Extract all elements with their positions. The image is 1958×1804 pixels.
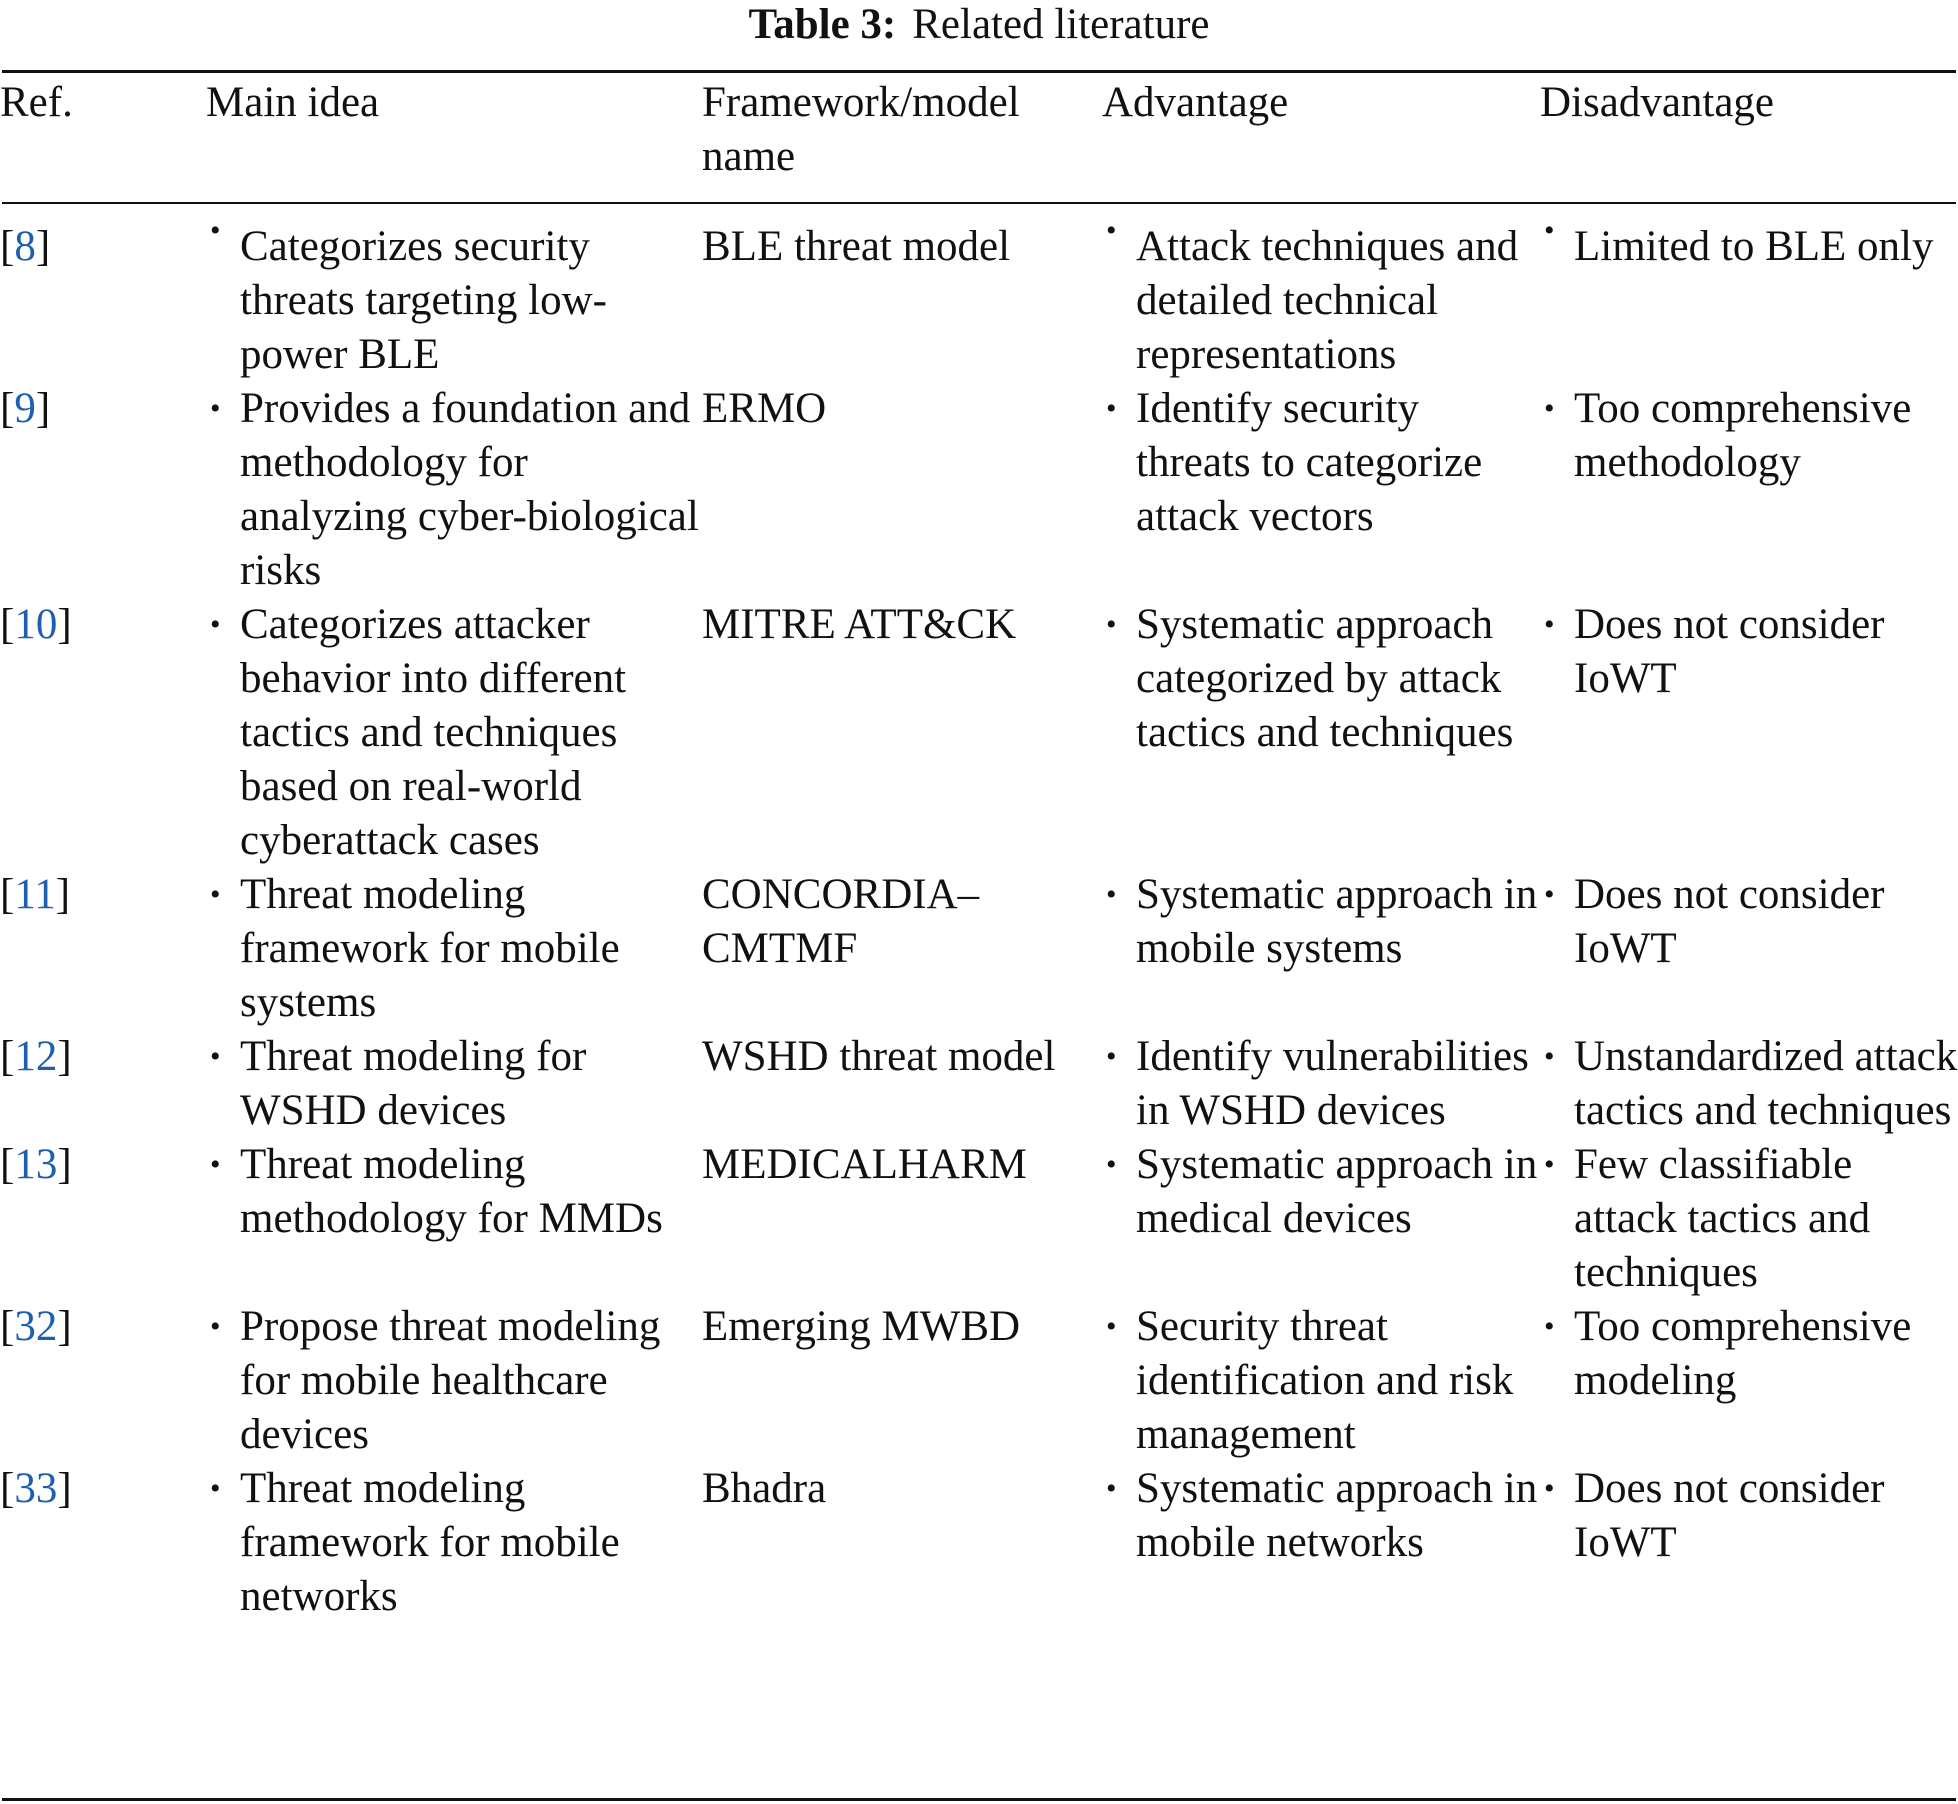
framework-text: BLE threat model: [702, 223, 1011, 270]
reference-link[interactable]: 32: [14, 1303, 58, 1350]
main-idea-text: Threat modeling framework for mobile networks: [240, 1465, 620, 1620]
bullet-icon: •: [210, 1040, 221, 1073]
main-idea-text: Provides a foundation and methodology for analyzing cyber-biological risks: [240, 385, 699, 594]
framework-text: CONCORDIA–CMTMF: [702, 871, 980, 972]
advantage-cell: [1102, 1138, 1540, 1300]
related-literature-table: [0, 76, 1958, 1624]
table-row: [0, 204, 1958, 382]
table-row: [0, 868, 1958, 1030]
disadvantage-text: Too comprehensive modeling: [1574, 1303, 1912, 1404]
framework-cell: [702, 382, 1102, 598]
advantage-cell: [1102, 204, 1540, 382]
reference-link[interactable]: 9: [14, 385, 36, 432]
reference-link[interactable]: 8: [14, 223, 36, 270]
main-idea-cell: [206, 1138, 702, 1300]
framework-cell: [702, 598, 1102, 868]
advantage-text: Systematic approach in medical devices: [1136, 1141, 1538, 1242]
ref-cell: [8]: [0, 223, 51, 270]
disadvantage-cell: [1540, 1138, 1958, 1300]
reference-link[interactable]: 33: [14, 1465, 58, 1512]
main-idea-cell: [206, 868, 702, 1030]
main-idea-cell: [206, 1462, 702, 1624]
framework-text: WSHD threat model: [702, 1033, 1056, 1080]
bullet-icon: •: [210, 608, 221, 641]
framework-text: MITRE ATT&CK: [702, 601, 1017, 648]
main-idea-text: Propose threat modeling for mobile healthcare devices: [240, 1303, 661, 1458]
table-row: [0, 1300, 1958, 1462]
bullet-icon: •: [210, 392, 221, 425]
main-idea-cell: [206, 382, 702, 598]
bullet-icon: •: [210, 1310, 221, 1343]
disadvantage-text: Does not consider IoWT: [1574, 871, 1885, 972]
disadvantage-text: Few classifiable attack tactics and techniques: [1574, 1141, 1871, 1296]
disadvantage-cell: [1540, 1462, 1958, 1624]
framework-cell: [702, 868, 1102, 1030]
advantage-text: Security threat identification and risk management: [1136, 1303, 1514, 1458]
ref-cell: [12]: [0, 1033, 72, 1080]
reference-link[interactable]: 10: [14, 601, 58, 648]
table-caption: [0, 2, 1958, 48]
bullet-icon: •: [1106, 878, 1117, 911]
disadvantage-text: Unstandardized attack tactics and techniques: [1574, 1033, 1958, 1134]
reference-link[interactable]: 11: [14, 871, 56, 918]
disadvantage-cell: [1540, 382, 1958, 598]
disadvantage-cell: [1540, 598, 1958, 868]
table-header: [0, 76, 1958, 204]
main-idea-text: Threat modeling framework for mobile systems: [240, 871, 620, 1026]
ref-cell: [32]: [0, 1303, 72, 1350]
ref-cell: [33]: [0, 1465, 72, 1512]
header-ref: Ref.: [0, 79, 73, 126]
advantage-cell: [1102, 382, 1540, 598]
header-main-idea: Main idea: [206, 79, 380, 126]
table-row: [0, 1462, 1958, 1624]
framework-text: Emerging MWBD: [702, 1303, 1021, 1350]
advantage-cell: [1102, 598, 1540, 868]
reference-link[interactable]: 12: [14, 1033, 58, 1080]
advantage-text: Systematic approach in mobile networks: [1136, 1465, 1538, 1566]
advantage-cell: [1102, 1462, 1540, 1624]
ref-cell: [9]: [0, 385, 51, 432]
header-advantage: Advantage: [1102, 79, 1289, 126]
bullet-icon: •: [1544, 1040, 1555, 1073]
framework-cell: [702, 1030, 1102, 1138]
bullet-icon: •: [1544, 1472, 1555, 1505]
bottom-rule: [2, 1798, 1956, 1801]
main-idea-text: Threat modeling methodology for MMDs: [240, 1141, 663, 1242]
ref-cell: [11]: [0, 871, 71, 918]
framework-cell: [702, 1300, 1102, 1462]
main-idea-cell: [206, 204, 702, 382]
disadvantage-cell: [1540, 204, 1958, 382]
bullet-icon: •: [1106, 1148, 1117, 1181]
bullet-icon: •: [210, 1148, 221, 1181]
framework-cell: [702, 1138, 1102, 1300]
bullet-icon: •: [210, 214, 221, 247]
bullet-icon: •: [1544, 608, 1555, 641]
advantage-text: Identify vulnerabilities in WSHD devices: [1136, 1033, 1529, 1134]
advantage-text: Identify security threats to categorize attack vectors: [1136, 385, 1483, 540]
disadvantage-cell: [1540, 1030, 1958, 1138]
advantage-text: Systematic approach categorized by attack tactics and techniques: [1136, 601, 1514, 756]
disadvantage-text: Does not consider IoWT: [1574, 1465, 1885, 1566]
bullet-icon: •: [1106, 392, 1117, 425]
header-framework: Framework/model name: [702, 79, 1020, 180]
ref-cell: [10]: [0, 601, 72, 648]
bullet-icon: •: [1544, 878, 1555, 911]
bullet-icon: •: [1106, 1040, 1117, 1073]
main-idea-cell: [206, 598, 702, 868]
bullet-icon: •: [1544, 1148, 1555, 1181]
bullet-icon: •: [1544, 1310, 1555, 1343]
framework-text: ERMO: [702, 385, 827, 432]
bullet-icon: •: [1106, 1472, 1117, 1505]
framework-text: MEDICALHARM: [702, 1141, 1027, 1188]
bullet-icon: •: [1544, 214, 1555, 247]
bullet-icon: •: [1106, 608, 1117, 641]
advantage-cell: [1102, 1300, 1540, 1462]
main-idea-text: Categorizes security threats targeting low-power BLE: [240, 223, 607, 378]
table-row: [0, 598, 1958, 868]
bullet-icon: •: [1544, 392, 1555, 425]
top-rule: [2, 70, 1956, 73]
advantage-text: Systematic approach in mobile systems: [1136, 871, 1538, 972]
framework-text: Bhadra: [702, 1465, 827, 1512]
bullet-icon: •: [1106, 1310, 1117, 1343]
ref-cell: [13]: [0, 1141, 72, 1188]
advantage-text: Attack techniques and detailed technical representations: [1136, 223, 1519, 378]
main-idea-cell: [206, 1030, 702, 1138]
bullet-icon: •: [210, 878, 221, 911]
framework-cell: [702, 204, 1102, 382]
main-idea-cell: [206, 1300, 702, 1462]
table-row: [0, 1138, 1958, 1300]
table-body: [0, 204, 1958, 1624]
disadvantage-text: Too comprehensive methodology: [1574, 385, 1912, 486]
table-caption-title: Related literature: [912, 1, 1210, 48]
header-row: [0, 76, 1958, 204]
table-row: [0, 1030, 1958, 1138]
advantage-cell: [1102, 1030, 1540, 1138]
header-disadvantage: Disadvantage: [1540, 79, 1775, 126]
disadvantage-text: Limited to BLE only: [1574, 223, 1934, 270]
table-caption-label: Table 3:: [748, 1, 897, 48]
main-idea-text: Threat modeling for WSHD devices: [240, 1033, 587, 1134]
disadvantage-cell: [1540, 1300, 1958, 1462]
reference-link[interactable]: 13: [14, 1141, 58, 1188]
framework-cell: [702, 1462, 1102, 1624]
advantage-cell: [1102, 868, 1540, 1030]
bullet-icon: •: [1106, 214, 1117, 247]
table-row: [0, 382, 1958, 598]
disadvantage-text: Does not consider IoWT: [1574, 601, 1885, 702]
main-idea-text: Categorizes attacker behavior into different tactics and techniques based on real-world cyberattack cases: [240, 601, 627, 864]
bullet-icon: •: [210, 1472, 221, 1505]
disadvantage-cell: [1540, 868, 1958, 1030]
